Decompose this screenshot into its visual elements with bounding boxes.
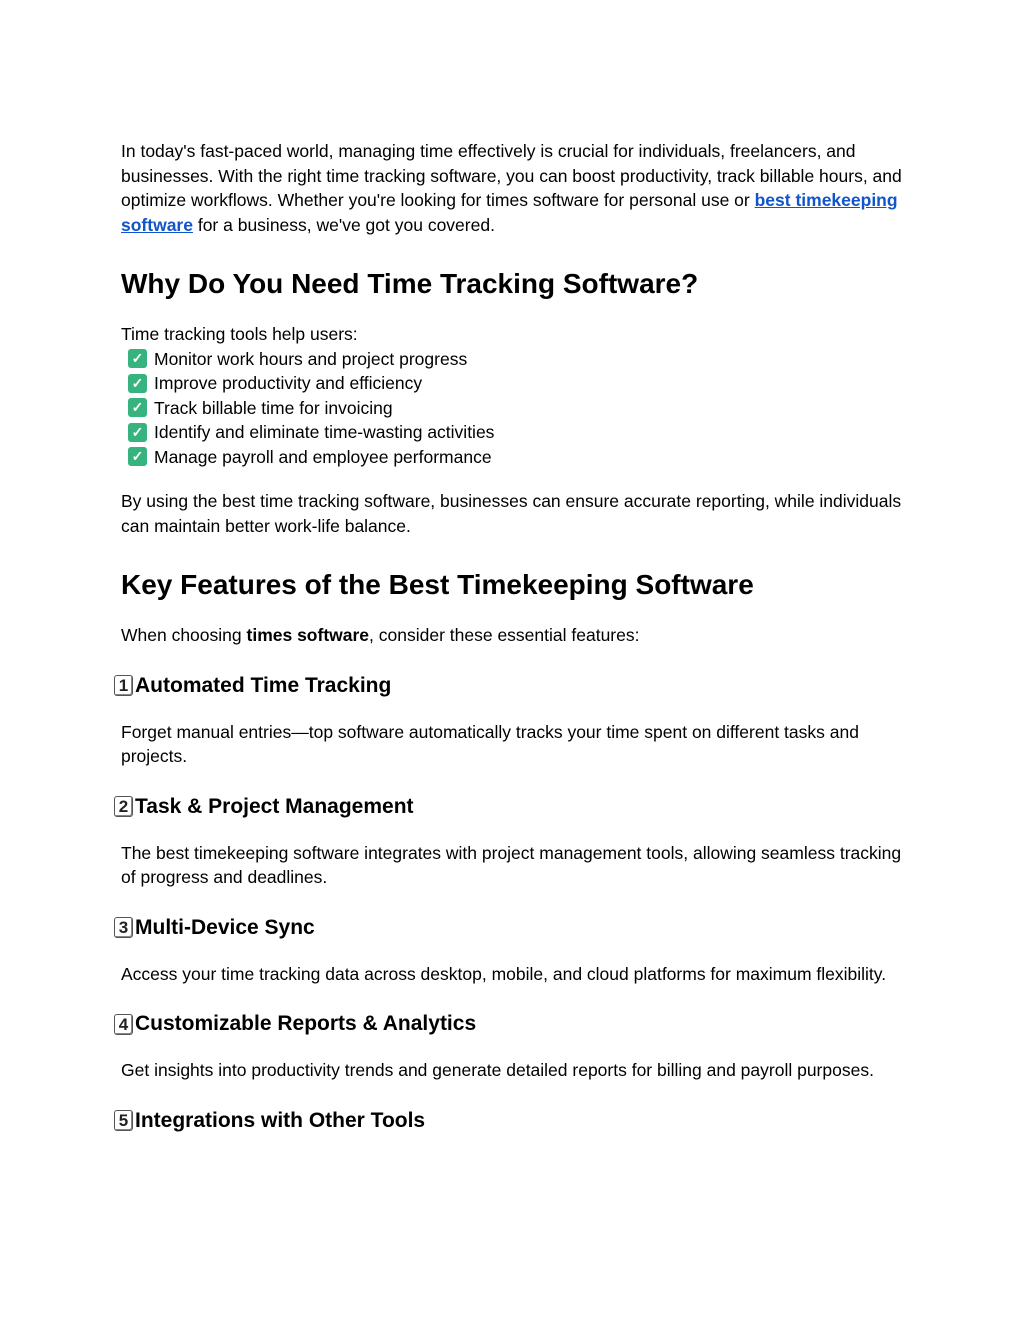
best-timekeeping-software-link[interactable]: best timekeeping software: [121, 190, 898, 235]
benefits-list: [121, 347, 911, 470]
feature-title: Integrations with Other Tools: [135, 1108, 426, 1132]
feature-description-4: Get insights into productivity trends and generate detailed reports for billing and payroll purposes.: [121, 1060, 874, 1080]
feature-title: Task & Project Management: [135, 794, 414, 818]
list-item: [121, 396, 911, 421]
feature-title: Automated Time Tracking: [135, 673, 392, 697]
list-item-text: Manage payroll and employee performance: [154, 446, 492, 467]
check-mark-icon: ✓: [128, 398, 147, 417]
feature-description-2: The best timekeeping software integrates with project management tools, allowing seamless tracking of progress and deadlines.: [121, 842, 902, 887]
intro-text-end: for a business, we've got you covered.: [192, 214, 495, 235]
why-heading: Why Do You Need Time Tracking Software?: [121, 268, 699, 299]
list-item: [121, 347, 911, 372]
list-item-text: Improve productivity and efficiency: [154, 373, 423, 393]
feature-description-3: Access your time tracking data across desktop, mobile, and cloud platforms for maximum flexibility.: [121, 963, 887, 984]
check-mark-icon: ✓: [128, 447, 147, 466]
lead-text: When choosing: [121, 625, 247, 645]
document-page: [118, 139, 911, 1135]
check-mark-icon: ✓: [128, 374, 147, 393]
why-closing-paragraph: By using the best time tracking software, businesses can ensure accurate reporting, while individuals can maintain better work-life balance.: [121, 491, 902, 536]
feature-heading-3: [114, 914, 911, 942]
lead-text-end: , consider these essential features:: [369, 625, 640, 645]
intro-paragraph: [121, 139, 911, 237]
check-mark-icon: ✓: [128, 349, 147, 368]
list-item-text: Track billable time for invoicing: [154, 397, 393, 418]
list-item: [121, 371, 911, 396]
feature-heading-1: [114, 672, 911, 700]
keycap-number-icon: 4: [114, 1014, 133, 1035]
key-features-heading: Key Features of the Best Timekeeping Software: [121, 569, 754, 600]
feature-heading-5: [114, 1107, 911, 1135]
keycap-number-icon: 5: [114, 1110, 133, 1131]
intro-text: In today's fast-paced world, managing time effectively is crucial for individuals, freelancers, and businesses. With the right time tracking software, you can boost productivity, track billable hours, and optimize workflows. Whether you're looking for times software for personal use or: [121, 141, 902, 210]
list-item: [121, 420, 911, 445]
key-features-lead: [121, 623, 911, 648]
feature-heading-4: [114, 1010, 911, 1038]
list-item-text: Identify and eliminate time-wasting activities: [154, 422, 495, 442]
feature-title: Customizable Reports & Analytics: [135, 1012, 477, 1035]
feature-heading-2: [114, 793, 911, 821]
feature-description-1: Forget manual entries—top software automatically tracks your time spent on different tasks and projects.: [121, 721, 859, 766]
keycap-number-icon: 3: [114, 917, 133, 938]
keycap-number-icon: 1: [114, 675, 133, 696]
keycap-number-icon: 2: [114, 796, 133, 817]
why-lead: Time tracking tools help users:: [121, 324, 358, 344]
list-item: [121, 445, 911, 470]
feature-title: Multi-Device Sync: [135, 915, 315, 939]
lead-bold-text: times software: [246, 625, 370, 645]
list-item-text: Monitor work hours and project progress: [154, 348, 468, 369]
check-mark-icon: ✓: [128, 423, 147, 442]
